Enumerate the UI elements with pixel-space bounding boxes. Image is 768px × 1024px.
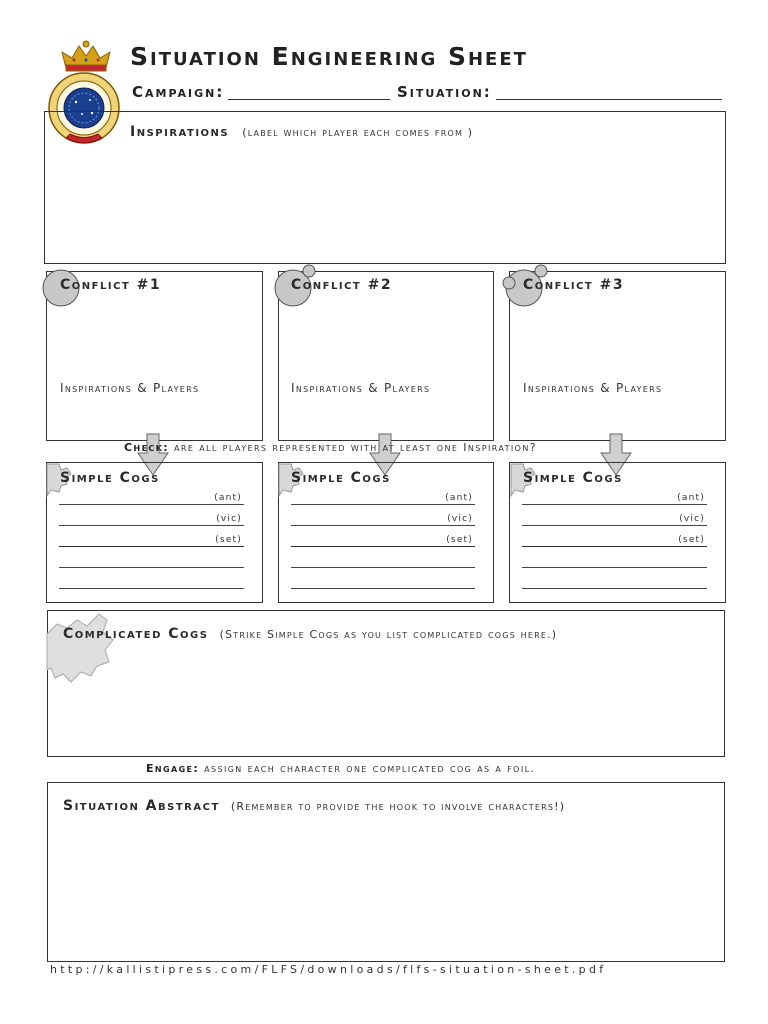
inspirations-title: Inspirations <box>130 124 230 140</box>
setting-tag: (set) <box>215 535 242 545</box>
conflict-2-title: Conflict #2 <box>291 277 393 293</box>
cog-entry-line[interactable] <box>522 503 707 505</box>
check-text: are all players represented with at least one Inspiration? <box>174 441 537 454</box>
check-lead: Check: <box>124 441 170 454</box>
cog-entry-line[interactable] <box>522 566 707 568</box>
conflict-3-inspirations-label: Inspirations & Players <box>523 381 663 395</box>
cog-entry-line[interactable] <box>59 545 244 547</box>
cog-entry-line[interactable] <box>291 524 475 526</box>
antagonist-tag: (ant) <box>445 493 473 503</box>
situation-label: Situation: <box>397 83 492 101</box>
cog-entry-line[interactable] <box>291 587 475 589</box>
conflict-2-inspirations-label: Inspirations & Players <box>291 381 431 395</box>
campaign-label: Campaign: <box>132 83 225 101</box>
situation-abstract-title: Situation Abstract <box>63 798 220 814</box>
complicated-cogs-heading <box>63 623 557 642</box>
conflict-3-title: Conflict #3 <box>523 277 625 293</box>
footer-url[interactable]: http://kallistipress.com/FLFS/downloads/flfs-situation-sheet.pdf <box>50 963 607 976</box>
complicated-cogs-title: Complicated Cogs <box>63 626 209 642</box>
cog-entry-line[interactable] <box>291 566 475 568</box>
campaign-field[interactable] <box>228 98 390 100</box>
engage-text: assign each character one complicated cog as a foil. <box>204 762 536 775</box>
situation-abstract-heading <box>63 795 565 814</box>
setting-tag: (set) <box>446 535 473 545</box>
page-title: Situation Engineering Sheet <box>130 42 528 71</box>
simple-cogs-2-title: Simple Cogs <box>291 470 391 486</box>
cog-entry-line[interactable] <box>291 503 475 505</box>
cog-entry-line[interactable] <box>59 566 244 568</box>
engage-instruction <box>146 762 535 775</box>
victim-tag: (vic) <box>216 514 242 524</box>
inspirations-note: (label which player each comes from ) <box>242 126 474 139</box>
complicated-cogs-note: (Strike Simple Cogs as you list complicated cogs here.) <box>219 628 558 641</box>
cog-entry-line[interactable] <box>59 524 244 526</box>
cog-entry-line[interactable] <box>59 587 244 589</box>
cog-entry-line[interactable] <box>522 587 707 589</box>
victim-tag: (vic) <box>679 514 705 524</box>
simple-cogs-1-title: Simple Cogs <box>60 470 160 486</box>
cog-entry-line[interactable] <box>522 545 707 547</box>
situation-field[interactable] <box>496 98 722 100</box>
engage-lead: Engage: <box>146 762 200 775</box>
cog-entry-line[interactable] <box>59 503 244 505</box>
check-instruction <box>124 441 537 454</box>
antagonist-tag: (ant) <box>214 493 242 503</box>
situation-abstract-note: (Remember to provide the hook to involve characters!) <box>230 800 566 813</box>
cog-entry-line[interactable] <box>522 524 707 526</box>
conflict-1-title: Conflict #1 <box>60 277 162 293</box>
conflict-1-inspirations-label: Inspirations & Players <box>60 381 200 395</box>
inspirations-heading <box>130 121 473 140</box>
simple-cogs-3-title: Simple Cogs <box>523 470 623 486</box>
setting-tag: (set) <box>678 535 705 545</box>
cog-entry-line[interactable] <box>291 545 475 547</box>
victim-tag: (vic) <box>447 514 473 524</box>
antagonist-tag: (ant) <box>677 493 705 503</box>
